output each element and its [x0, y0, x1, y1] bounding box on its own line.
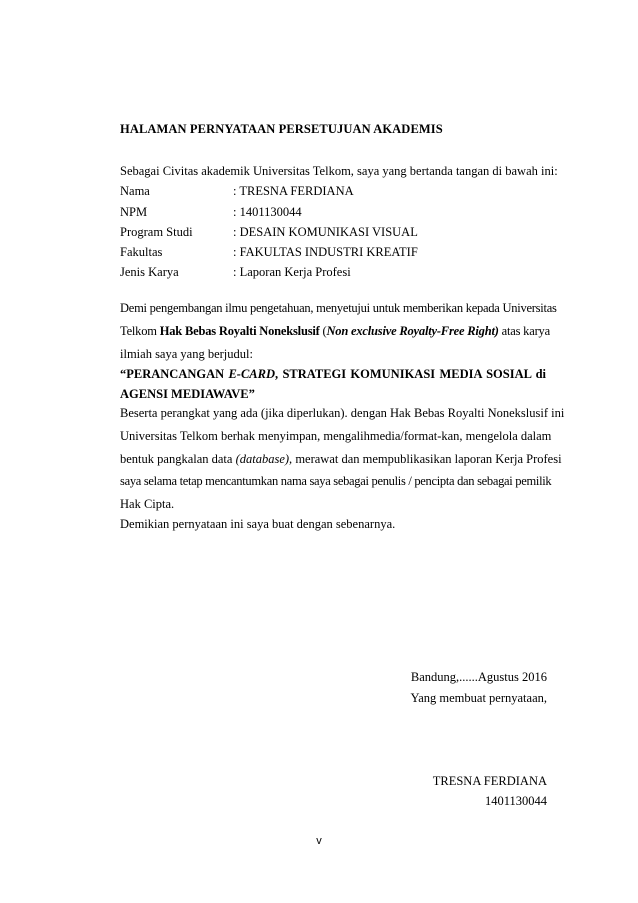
paragraph2-line5: Hak Cipta. — [120, 497, 175, 511]
page-number: v — [316, 835, 322, 847]
field-value-jenis-karya: : Laporan Kerja Profesi — [233, 265, 351, 279]
field-value-npm: : 1401130044 — [233, 205, 302, 219]
closing-statement: Demikian pernyataan ini saya buat dengan sebenarnya. — [120, 517, 396, 531]
field-value-fakultas: : FAKULTAS INDUSTRI KREATIF — [233, 245, 418, 259]
paragraph2-line3-end: merawat dan mempublikasikan laporan Kerja Profesi — [292, 452, 562, 466]
field-label-fakultas: Fakultas — [120, 245, 163, 259]
signature-place-date: Bandung,......Agustus 2016 — [410, 670, 547, 684]
work-title-line2: AGENSI MEDIAWAVE” — [120, 387, 255, 401]
paragraph2-line3-start: bentuk pangkalan data — [120, 452, 236, 466]
rights-name: Hak Bebas Royalti Nonekslusif — [159, 324, 320, 338]
paragraph1-line2 — [120, 324, 550, 339]
paragraph1-line3: ilmiah saya yang berjudul: — [120, 347, 253, 361]
work-title-line1 — [120, 367, 546, 382]
work-title-rest: , STRATEGI KOMUNIKASI MEDIA SOSIAL di — [275, 367, 546, 381]
paragraph1-line2-end: atas karya — [498, 324, 550, 338]
paragraph2-line3 — [120, 452, 562, 467]
rights-english: Non exclusive Royalty-Free Right) — [326, 324, 499, 338]
page-title: HALAMAN PERNYATAAN PERSETUJUAN AKADEMIS — [120, 122, 443, 136]
field-label-jenis-karya: Jenis Karya — [120, 265, 179, 279]
paragraph2-line2: Universitas Telkom berhak menyimpan, mengalihmedia/format-kan, mengelola dalam — [120, 429, 552, 443]
intro-text: Sebagai Civitas akademik Universitas Telkom, saya yang bertanda tangan di bawah ini: — [120, 164, 558, 178]
signer-npm: 1401130044 — [484, 794, 547, 808]
paragraph2-line4: saya selama tetap mencantumkan nama saya sebagai penulis / pencipta dan sebagai pemilik — [120, 474, 552, 488]
field-label-program-studi: Program Studi — [120, 225, 193, 239]
work-title-start: “PERANCANGAN — [120, 367, 229, 381]
signer-name: TRESNA FERDIANA — [432, 774, 547, 788]
signature-maker-label: Yang membuat pernyataan, — [410, 691, 547, 705]
paragraph1-line1: Demi pengembangan ilmu pengetahuan, menyetujui untuk memberikan kepada Universitas — [120, 301, 557, 315]
field-label-npm: NPM — [120, 205, 148, 219]
paragraph2-line1: Beserta perangkat yang ada (jika diperlukan). dengan Hak Bebas Royalti Nonekslusif ini — [120, 406, 565, 420]
field-value-nama: : TRESNA FERDIANA — [233, 184, 354, 198]
paragraph1-line2-paren: ( — [319, 324, 327, 338]
paragraph1-line2-start: Telkom — [120, 324, 160, 338]
field-value-program-studi: : DESAIN KOMUNIKASI VISUAL — [233, 225, 418, 239]
field-label-nama: Nama — [120, 184, 150, 198]
work-title-ecard: E-CARD — [228, 367, 276, 381]
database-term: (database), — [235, 452, 293, 466]
